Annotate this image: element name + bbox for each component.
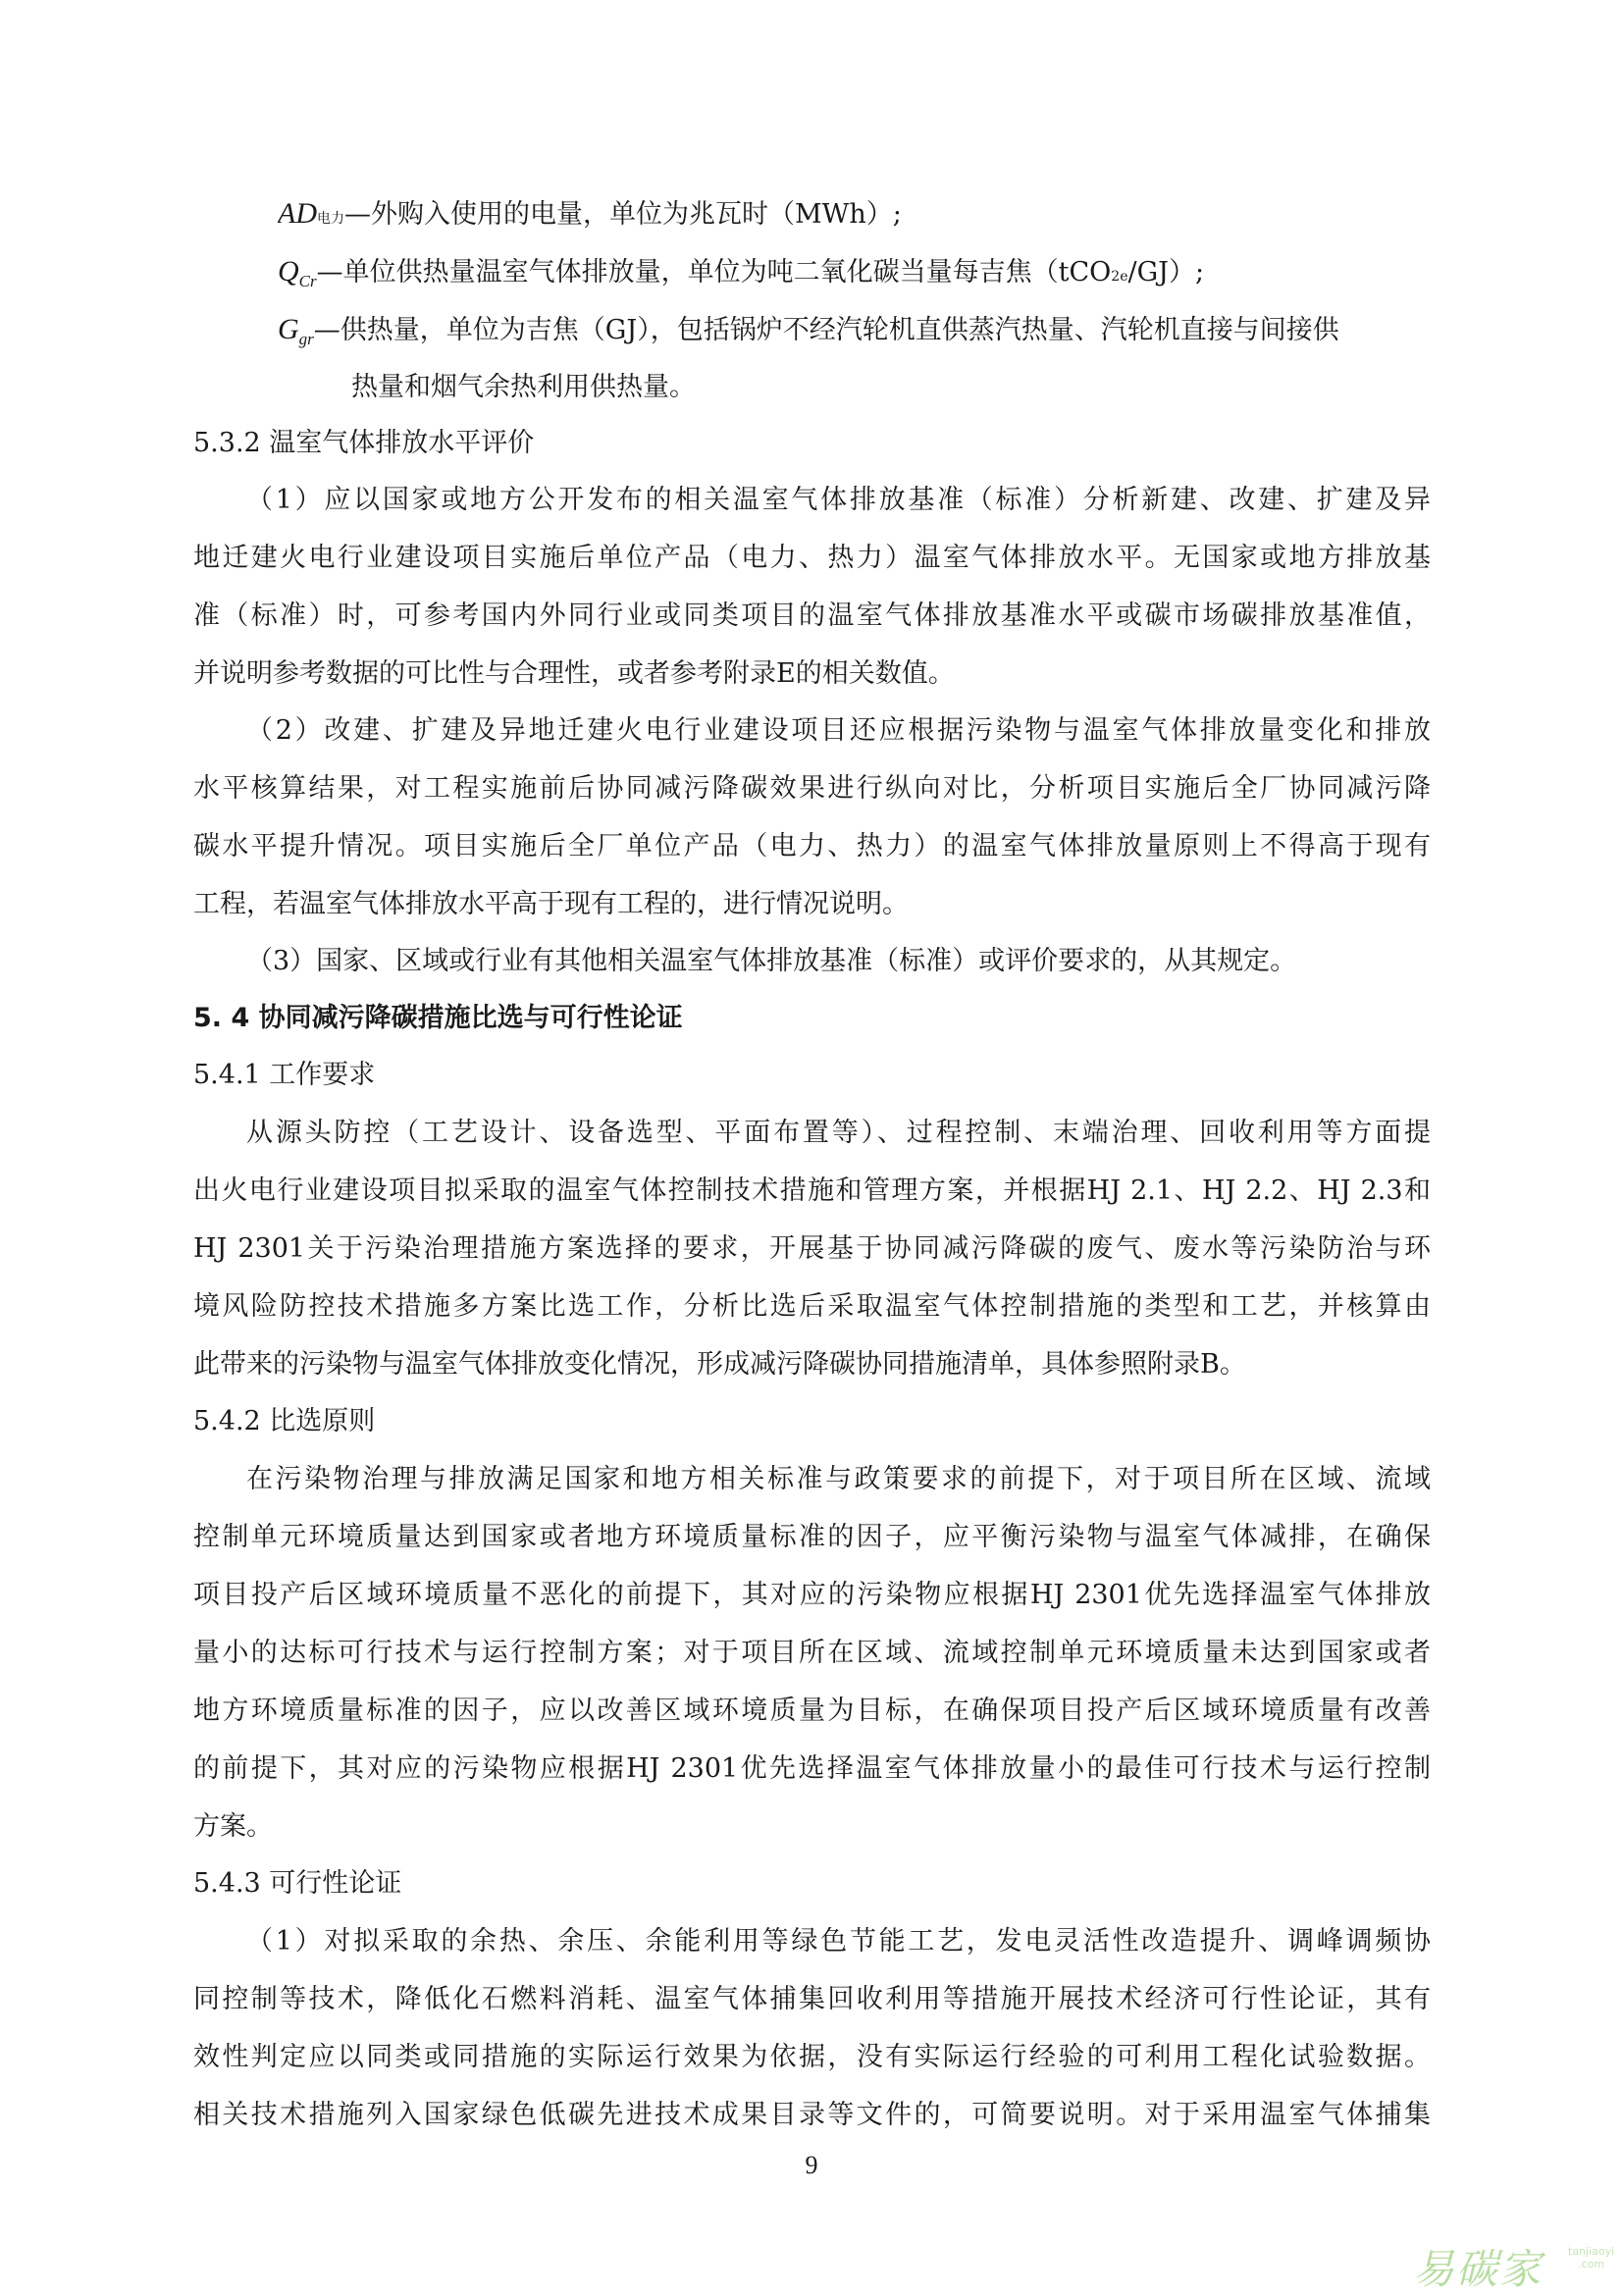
section-heading-5-3-2: 5.3.2 温室气体排放水平评价 xyxy=(193,428,535,458)
paragraph-line: 从源头防控（工艺设计、设备选型、平面布置等）、过程控制、末端治理、回收利用等方面提 xyxy=(246,1118,1431,1148)
paragraph-line: （1）应以国家或地方公开发布的相关温室气体排放基准（标准）分析新建、改建、扩建及异 xyxy=(246,485,1431,515)
paragraph-line: 此带来的污染物与温室气体排放变化情况，形成减污降碳协同措施清单，具体参照附录B。 xyxy=(193,1349,1246,1380)
co2e-subscript: 2e xyxy=(1111,269,1128,285)
section-heading-5-4-3: 5.4.3 可行性论证 xyxy=(193,1868,402,1899)
paragraph-line: 项目投产后区域环境质量不恶化的前提下，其对应的污染物应根据HJ 2301优先选择温室气体排放 xyxy=(193,1580,1431,1610)
symbol-ad: AD xyxy=(278,197,317,230)
paragraph-line: HJ 2301关于污染治理措施方案选择的要求，开展基于协同减污降碳的废气、废水等污染防治与环 xyxy=(193,1233,1431,1264)
paragraph-line: 水平核算结果，对工程实施前后协同减污降碳效果进行纵向对比，分析项目实施后全厂协同减污降 xyxy=(193,773,1431,804)
paragraph-line: 并说明参考数据的可比性与合理性，或者参考附录E的相关数值。 xyxy=(193,658,955,689)
definition-qcr-text-a: —单位供热量温室气体排放量，单位为吨二氧化碳当量每吉焦（tCO xyxy=(316,257,1112,287)
watermark-domain: tanjiaoyi .com xyxy=(1568,2245,1615,2270)
watermark-logo xyxy=(1403,2235,1615,2293)
definition-ad xyxy=(278,194,1553,234)
symbol-g-subscript: gr xyxy=(298,330,314,348)
paragraph-line: （3）国家、区域或行业有其他相关温室气体排放基准（标准）或评价要求的，从其规定。 xyxy=(246,946,1297,976)
paragraph-line: 量小的达标可行技术与运行控制方案；对于项目所在区域、流域控制单元环境质量未达到国家或者 xyxy=(193,1638,1431,1668)
section-heading-5-4: 5. 4 协同减污降碳措施比选与可行性论证 xyxy=(193,1003,683,1033)
paragraph-line: 出火电行业建设项目拟采取的温室气体控制技术措施和管理方案，并根据HJ 2.1、HJ 2.2、HJ 2.3和 xyxy=(193,1175,1431,1206)
section-heading-5-4-2: 5.4.2 比选原则 xyxy=(193,1406,376,1436)
symbol-q-subscript: Cr xyxy=(298,272,317,290)
definition-ggr-text-2: 热量和烟气余热利用供热量。 xyxy=(351,372,696,402)
definition-qcr-text-b: /GJ）; xyxy=(1127,257,1205,287)
paragraph-line: （2）改建、扩建及异地迁建火电行业建设项目还应根据污染物与温室气体排放量变化和排放 xyxy=(246,715,1431,746)
paragraph-line: 的前提下，其对应的污染物应根据HJ 2301优先选择温室气体排放量小的最佳可行技术与运行控制 xyxy=(193,1753,1431,1784)
definition-qcr xyxy=(278,252,1553,291)
definition-ggr-text-1: —供热量，单位为吉焦（GJ），包括锅炉不经汽轮机直供蒸汽热量、汽轮机直接与间接供 xyxy=(313,315,1339,345)
paragraph-line: （1）对拟采取的余热、余压、余能利用等绿色节能工艺，发电灵活性改造提升、调峰调频协 xyxy=(246,1926,1431,1957)
paragraph-line: 方案。 xyxy=(193,1811,273,1842)
page-number: 9 xyxy=(805,2151,818,2179)
symbol-g: G xyxy=(278,313,299,345)
symbol-ad-subscript: 电力 xyxy=(317,211,344,227)
definition-ggr xyxy=(278,310,1553,349)
paragraph-line: 准（标准）时，可参考国内外同行业或同类项目的温室气体排放基准水平或碳市场碳排放基准值， xyxy=(193,600,1431,631)
watermark-brand: 易碳家 xyxy=(1413,2245,1544,2293)
symbol-q: Q xyxy=(278,255,299,287)
section-heading-5-4-1: 5.4.1 工作要求 xyxy=(193,1060,376,1090)
paragraph-line: 地迁建火电行业建设项目实施后单位产品（电力、热力）温室气体排放水平。无国家或地方排放基 xyxy=(193,543,1431,573)
paragraph-line: 同控制等技术，降低化石燃料消耗、温室气体捕集回收利用等措施开展技术经济可行性论证，其有 xyxy=(193,1984,1431,2014)
paragraph-line: 碳水平提升情况。项目实施后全厂单位产品（电力、热力）的温室气体排放量原则上不得高于现有 xyxy=(193,831,1431,861)
paragraph-line: 效性判定应以同类或同措施的实际运行效果为依据，没有实际运行经验的可利用工程化试验数据。 xyxy=(193,2042,1431,2072)
paragraph-line: 相关技术措施列入国家绿色低碳先进技术成果目录等文件的，可简要说明。对于采用温室气体捕集 xyxy=(193,2100,1431,2130)
paragraph-line: 控制单元环境质量达到国家或者地方环境质量标准的因子，应平衡污染物与温室气体减排，在确保 xyxy=(193,1522,1431,1552)
paragraph-line: 境风险防控技术措施多方案比选工作，分析比选后采取温室气体控制措施的类型和工艺，并核算由 xyxy=(193,1291,1431,1322)
paragraph-line: 在污染物治理与排放满足国家和地方相关标准与政策要求的前提下，对于项目所在区域、流域 xyxy=(246,1464,1431,1494)
definition-ggr-continued xyxy=(351,368,1529,407)
paragraph-line: 地方环境质量标准的因子，应以改善区域环境质量为目标，在确保项目投产后区域环境质量有改善 xyxy=(193,1696,1431,1726)
paragraph-line: 工程，若温室气体排放水平高于现有工程的，进行情况说明。 xyxy=(193,889,909,919)
definition-ad-text: —外购入使用的电量，单位为兆瓦时（MWh）; xyxy=(344,199,902,230)
